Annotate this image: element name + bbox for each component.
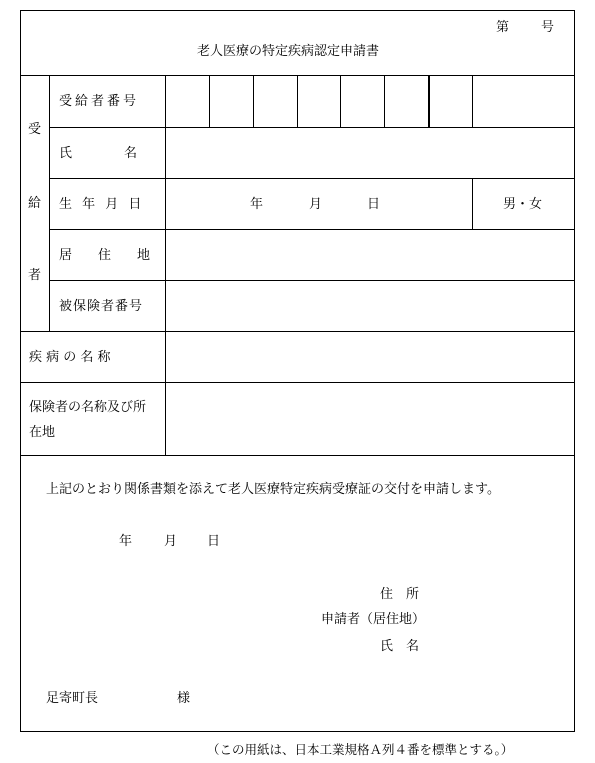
rule-row-6 <box>20 382 575 383</box>
rule-row-7 <box>20 455 575 456</box>
application-year-unit: 年 <box>119 534 133 549</box>
disease-name-label: 疾 病 の 名 称 <box>29 350 111 365</box>
recipient-label-char-2: 給 <box>28 196 42 211</box>
footnote: （この用紙は、日本工業規格Ａ列４番を標準とする。） <box>207 742 514 757</box>
rule-recipient-label-col <box>49 75 50 332</box>
recipient-label-char-1: 受 <box>28 122 42 137</box>
recipient-label-char-3: 者 <box>28 268 42 283</box>
sex-selection[interactable]: 男・女 <box>503 197 543 212</box>
number-box-divider <box>428 75 430 127</box>
declaration-text: 上記のとおり関係書類を添えて老人医療特定疾病受療証の交付を申請します。 <box>46 482 500 497</box>
number-box-divider <box>297 75 298 127</box>
rule-row-5 <box>20 331 575 332</box>
form-title: 老人医療の特定疾病認定申請書 <box>197 44 380 59</box>
rule-row-1 <box>50 127 575 128</box>
birth-month-unit: 月 <box>309 197 323 212</box>
number-suffix: 号 <box>541 20 555 35</box>
applicant-address-label: 住 所 <box>380 587 420 602</box>
applicant-name-label: 氏 名 <box>380 639 420 654</box>
insured-number-label: 被保険者番号 <box>59 299 144 314</box>
number-box-divider <box>340 75 341 127</box>
birth-date-label: 生 年 月 日 <box>59 197 145 212</box>
application-day-unit: 日 <box>207 534 221 549</box>
rule-row-4 <box>50 280 575 281</box>
name-label: 氏 名 <box>59 146 138 161</box>
rule-sex-col <box>472 178 473 230</box>
insurer-label-line1: 保険者の名称及び所 <box>29 400 147 415</box>
applicant-label: 申請者（居住地） <box>321 612 426 627</box>
rule-label-col <box>165 75 166 456</box>
number-box-divider <box>209 75 210 127</box>
number-box-divider <box>472 75 473 127</box>
insurer-label-line2: 在地 <box>29 425 56 440</box>
birth-day-unit: 日 <box>367 197 381 212</box>
residence-label: 居 住 地 <box>59 248 151 263</box>
honorific: 様 <box>177 691 191 706</box>
application-month-unit: 月 <box>164 534 178 549</box>
birth-year-unit: 年 <box>250 197 264 212</box>
number-prefix: 第 <box>496 20 510 35</box>
number-box-divider <box>253 75 254 127</box>
number-box-divider <box>384 75 385 127</box>
rule-row-2 <box>50 178 575 179</box>
rule-row-3 <box>50 229 575 230</box>
recipient-number-label: 受給者番号 <box>59 94 140 109</box>
addressee: 足寄町長 <box>46 691 99 706</box>
